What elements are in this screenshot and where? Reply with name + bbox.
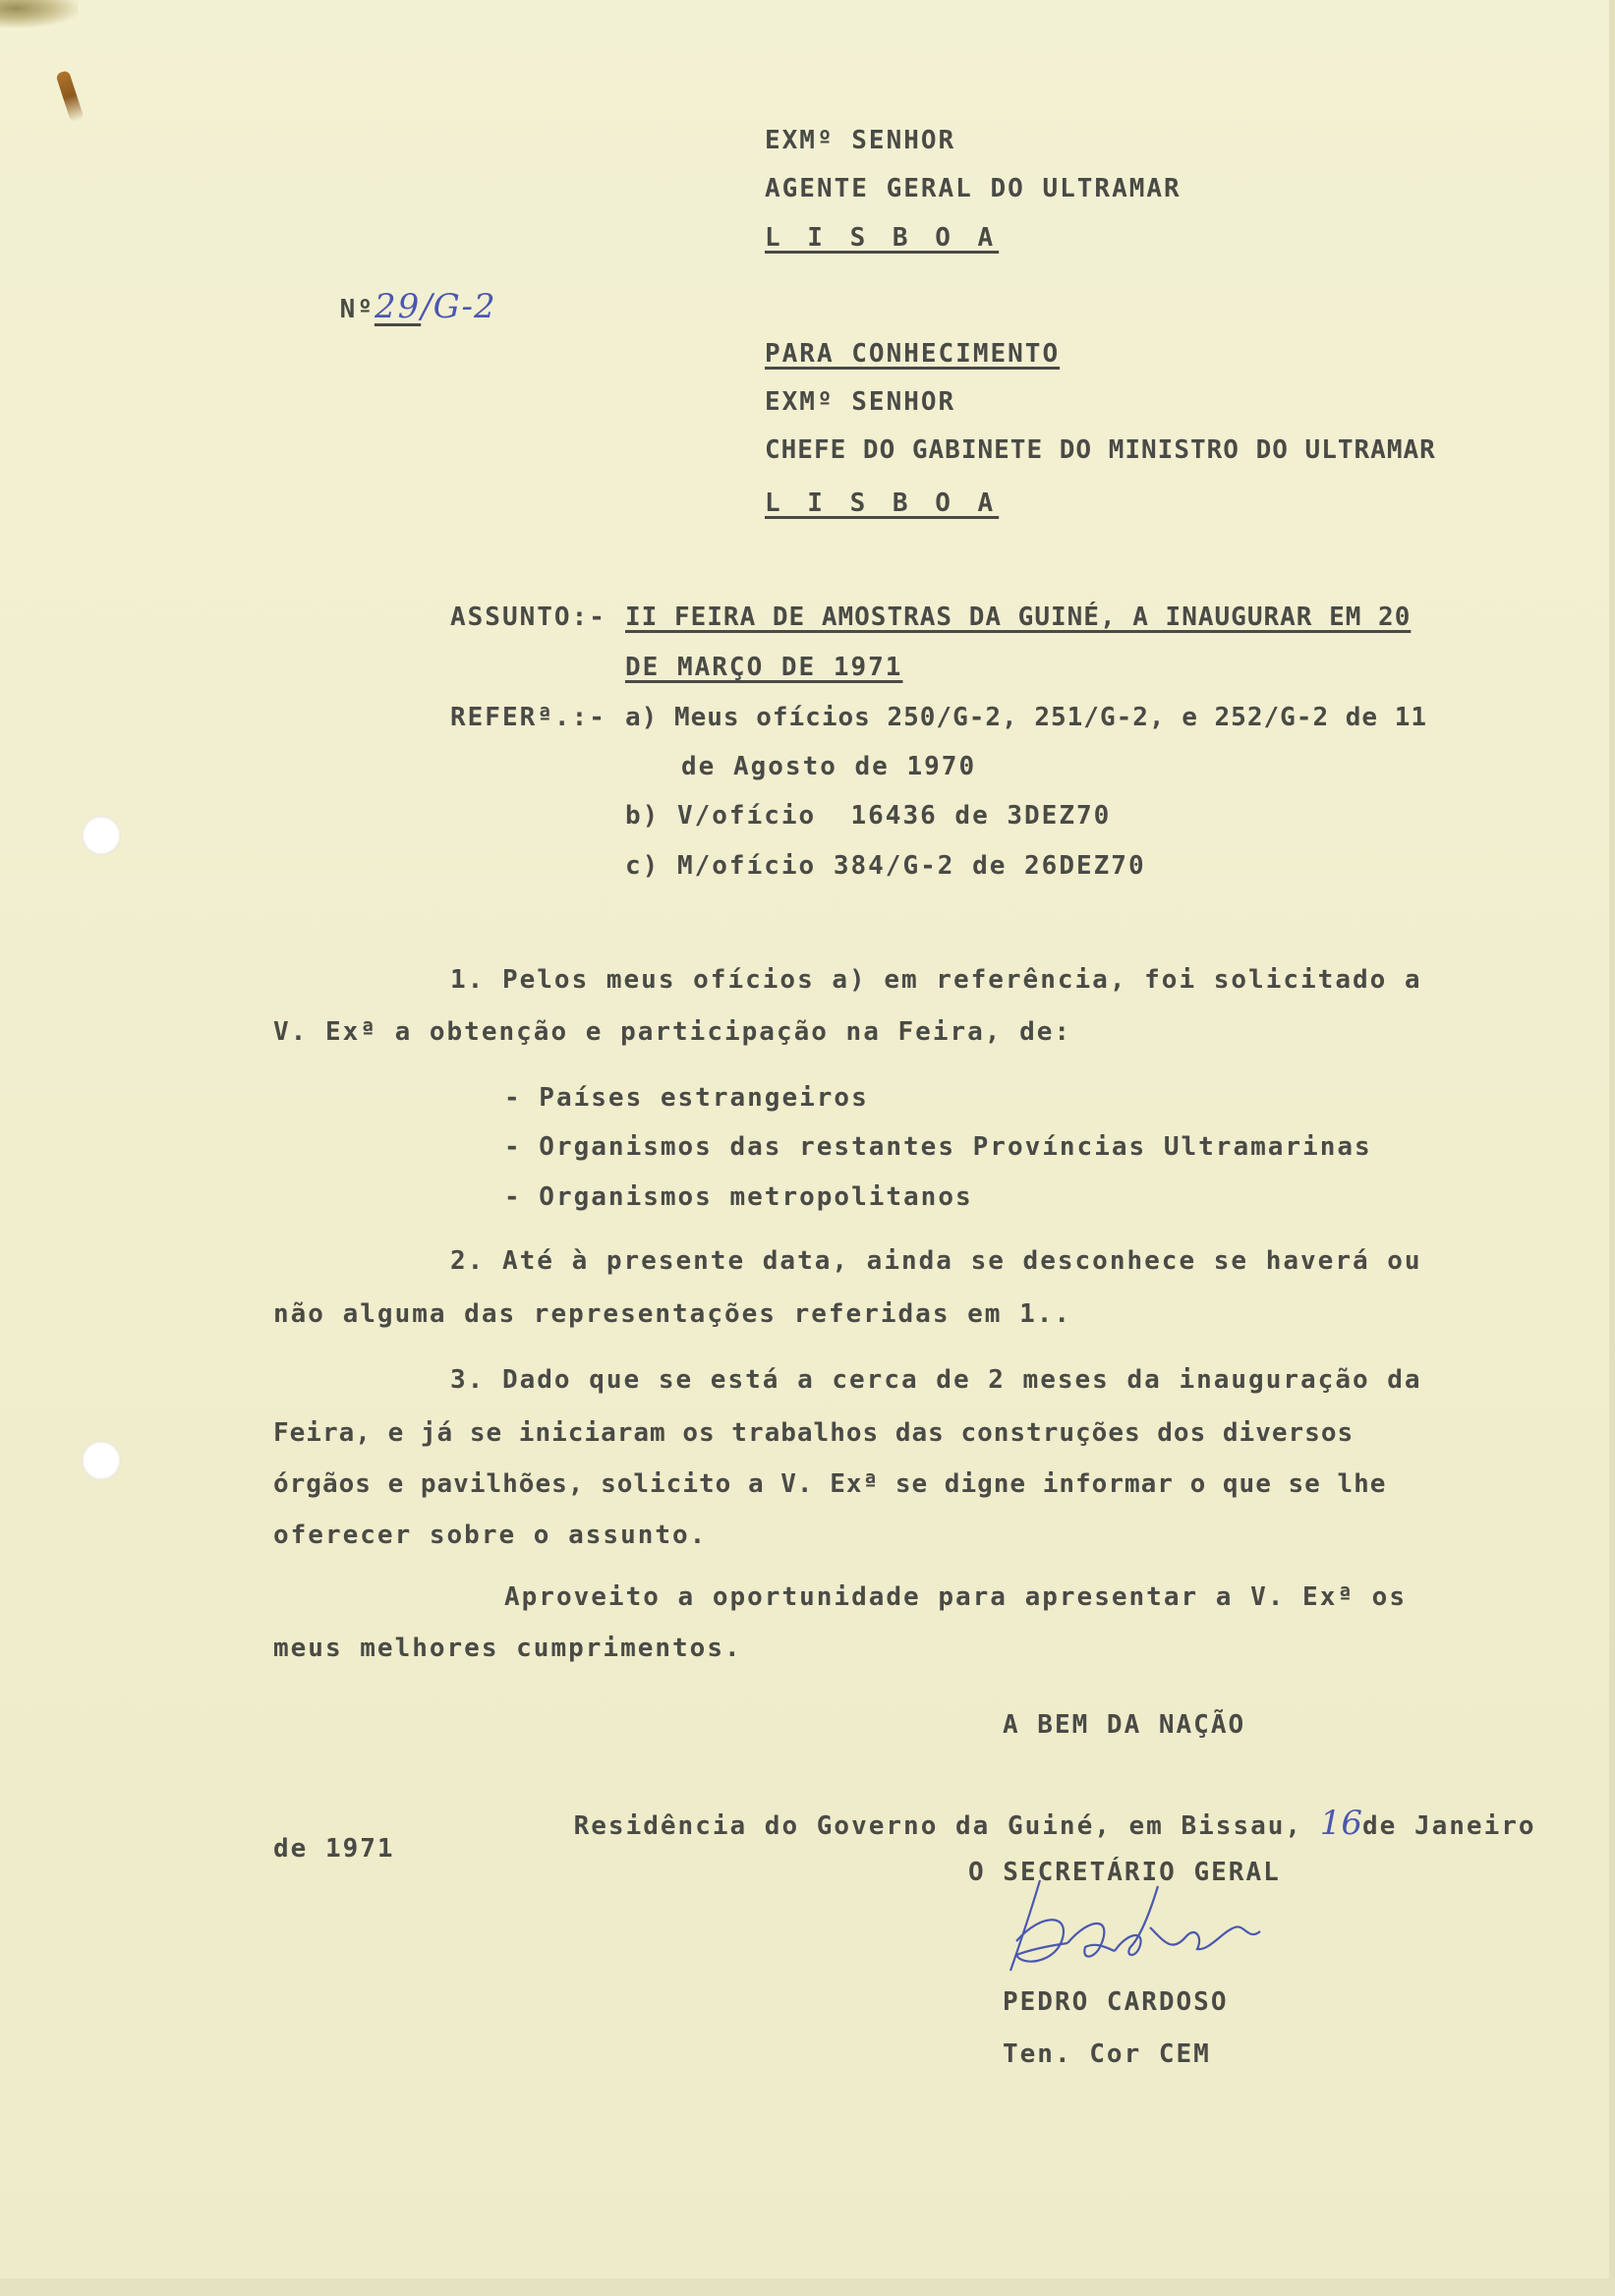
year-line: de 1971: [273, 1834, 395, 1864]
subject-line-1: II FEIRA DE AMOSTRAS DA GUINÉ, A INAUGURAR EM 20: [625, 603, 1412, 632]
page-edge-shadow: [1609, 0, 1615, 2296]
page-bottom-edge: [0, 2278, 1615, 2296]
motto: A BEM DA NAÇÃO: [1003, 1710, 1246, 1740]
reference-series: /G-2: [421, 287, 496, 326]
list-item: - Organismos das restantes Províncias Ultramarinas: [504, 1132, 1372, 1162]
punch-hole-lower: [82, 1441, 121, 1480]
place-text: Residência do Governo da Guiné, em Bissau,: [573, 1811, 1303, 1841]
addressee-city: L I S B O A: [765, 223, 1000, 253]
reference-c: c) M/ofício 384/G-2 de 26DEZ70: [625, 851, 1146, 881]
addressee-line-2: AGENTE GERAL DO ULTRAMAR: [765, 174, 1182, 203]
cc-addressee-line-2: CHEFE DO GABINETE DO MINISTRO DO ULTRAMAR: [765, 435, 1436, 465]
handwritten-signature: [1003, 1872, 1288, 1980]
subject-line-2: DE MARÇO DE 1971: [625, 653, 903, 682]
cc-addressee-line-1: EXMº SENHOR: [765, 387, 956, 417]
list-item: - Organismos metropolitanos: [504, 1182, 973, 1212]
reference-prefix: Nº: [339, 295, 375, 324]
paragraph-3-line-3: órgãos e pavilhões, solicito a V. Exª se digne informar o que se lhe: [273, 1469, 1387, 1499]
closing-line-1: Aproveito a oportunidade para apresentar a V. Exª os: [504, 1582, 1407, 1612]
list-item: - Países estrangeiros: [504, 1083, 869, 1113]
paragraph-1-line-1: 1. Pelos meus ofícios a) em referência, foi solicitado a: [450, 965, 1422, 995]
signer-rank: Ten. Cor CEM: [1003, 2039, 1211, 2069]
signer-name: PEDRO CARDOSO: [1003, 1987, 1229, 2017]
signer-title: O SECRETÁRIO GERAL: [968, 1858, 1281, 1887]
paragraph-3-line-1: 3. Dado que se está a cerca de 2 meses da inauguração da: [450, 1365, 1422, 1395]
references-label: REFERª.:-: [450, 703, 606, 732]
paragraph-1-line-2: V. Exª a obtenção e participação na Feira, de:: [273, 1017, 1072, 1047]
cc-label: PARA CONHECIMENTO: [765, 339, 1061, 369]
paragraph-3-line-2: Feira, e já se iniciaram os trabalhos das construções dos diversos: [273, 1418, 1355, 1448]
cc-addressee-city: L I S B O A: [765, 488, 1000, 518]
reference-a-line-1: a) Meus ofícios 250/G-2, 251/G-2, e 252/G-2 de 11: [625, 703, 1428, 732]
reference-b: b) V/ofício 16436 de 3DEZ70: [625, 801, 1112, 831]
punch-hole-upper: [82, 816, 121, 855]
paragraph-2-line-1: 2. Até à presente data, ainda se desconhece se haverá ou: [450, 1246, 1422, 1276]
corner-stain: [0, 0, 79, 28]
date-day-handwritten: 16: [1319, 1804, 1362, 1843]
date-month: de Janeiro: [1362, 1811, 1536, 1841]
paragraph-2-line-2: não alguma das representações referidas em 1..: [273, 1299, 1072, 1329]
paragraph-3-line-4: oferecer sobre o assunto.: [273, 1521, 708, 1550]
closing-line-2: meus melhores cumprimentos.: [273, 1634, 742, 1663]
subject-label: ASSUNTO:-: [450, 603, 606, 632]
addressee-line-1: EXMº SENHOR: [765, 126, 956, 155]
reference-a-line-2: de Agosto de 1970: [681, 752, 977, 781]
reference-number: [270, 258, 496, 356]
rust-mark: [55, 70, 84, 123]
reference-number-handwritten: 29: [374, 287, 422, 326]
